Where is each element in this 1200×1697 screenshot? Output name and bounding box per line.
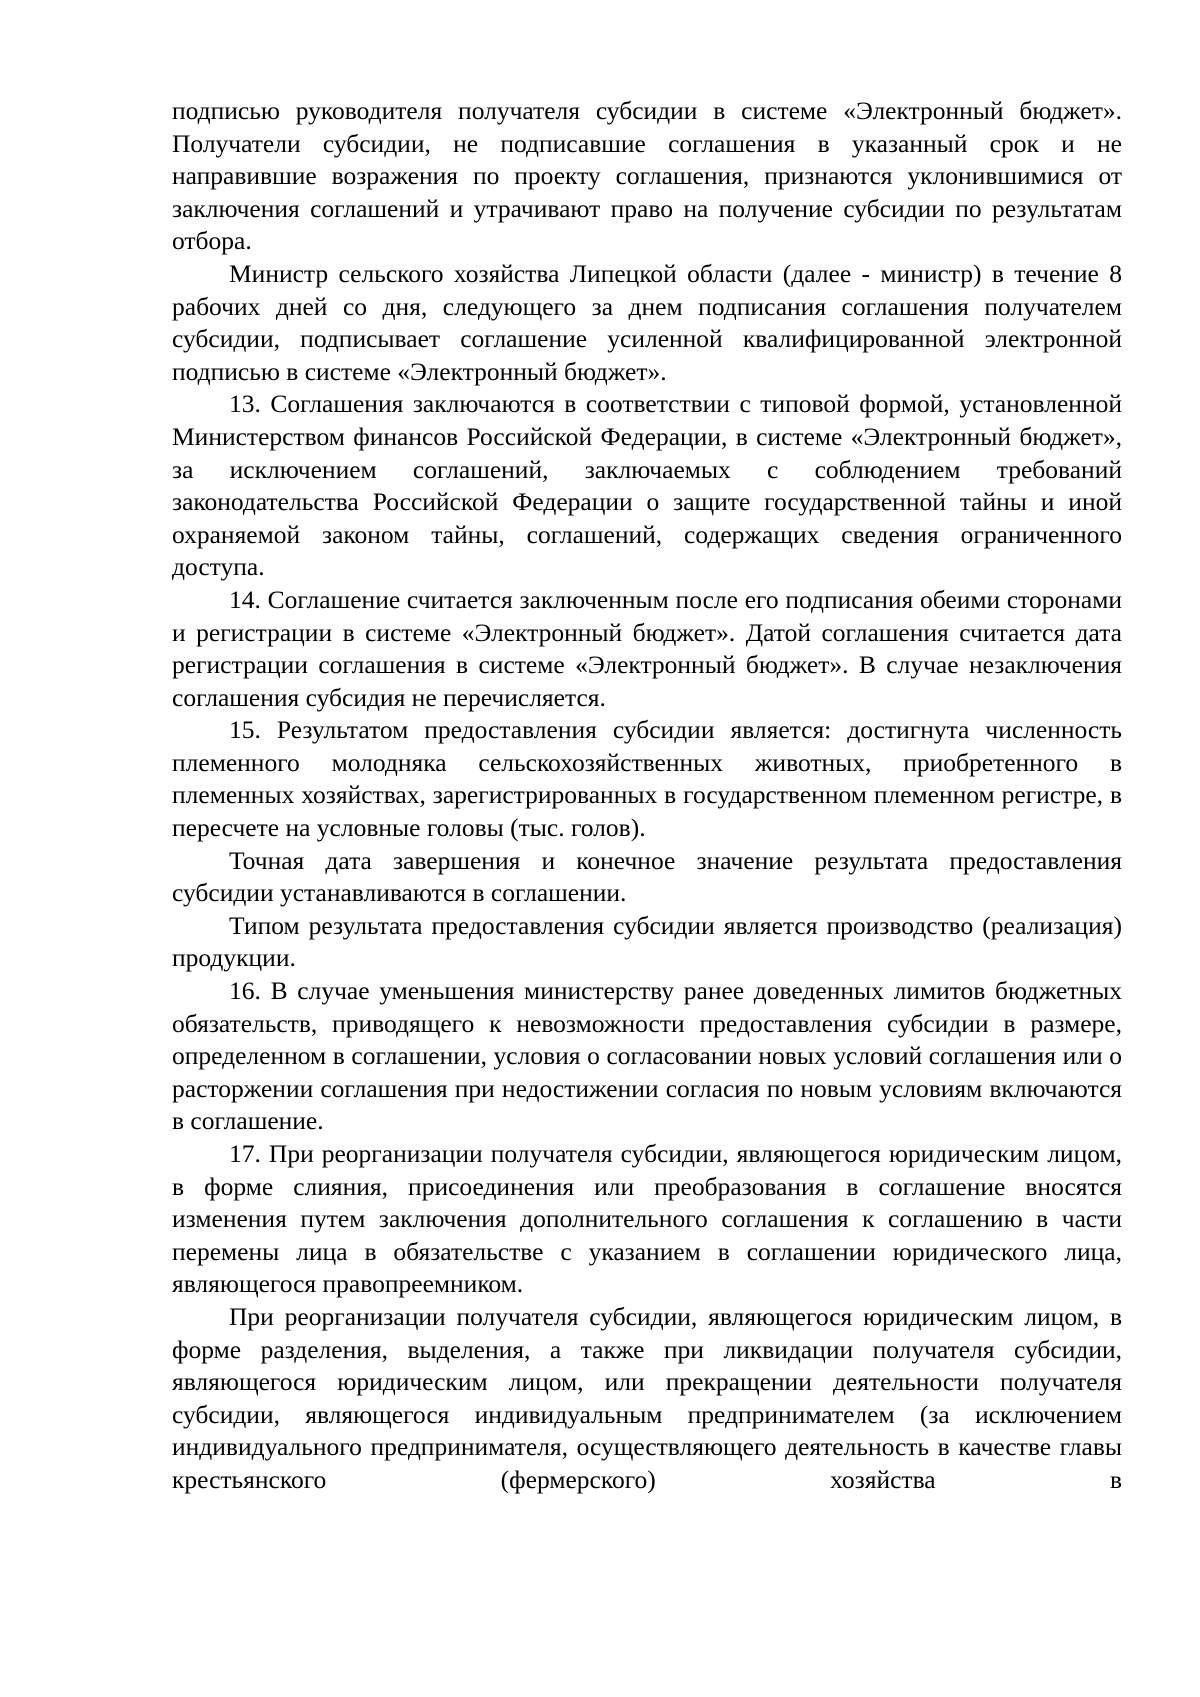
paragraph-9: 17. При реорганизации получателя субсидии, являющегося юридическим лицом, в форме слияния, присоединения или преобразования в соглашение вносятся изменения путем заключения дополнительного соглашения к соглашению в части перемены лица в обязательстве с указанием в соглашении юридического лица, являющегося правопреемником.: [172, 1139, 1122, 1299]
paragraph-1: подписью руководителя получателя субсидии в системе «Электронный бюджет». Получатели субсидии, не подписавшие соглашения в указанный срок и не направившие возражения по проекту соглашения, признаются уклонившимися от заключения соглашений и утрачивают право на получение субсидии по результатам отбора.: [172, 96, 1122, 256]
paragraph-8: 16. В случае уменьшения министерству ранее доведенных лимитов бюджетных обязательств, приводящего к невозможности предоставления субсидии в размере, определенном в соглашении, условия о согласовании новых условий соглашения или о расторжении соглашения при недостижении согласия по новым условиям включаются в соглашение.: [172, 976, 1122, 1136]
paragraph-4: 14. Соглашение считается заключенным после его подписания обеими сторонами и регистрации в системе «Электронный бюджет». Датой соглашения считается дата регистрации соглашения в системе «Электронный бюджет». В случае незаключения соглашения субсидия не перечисляется.: [172, 584, 1122, 712]
paragraph-2: Министр сельского хозяйства Липецкой области (далее - министр) в течение 8 рабочих дней со дня, следующего за днем подписания соглашения получателем субсидии, подписывает соглашение усиленной квалифицированной электронной подписью в системе «Электронный бюджет».: [172, 258, 1122, 386]
paragraph-5: 15. Результатом предоставления субсидии является: достигнута численность племенного молодняка сельскохозяйственных животных, приобретенного в племенных хозяйствах, зарегистрированных в государственном племенном регистре, в пересчете на условные головы (тыс. голов).: [172, 715, 1122, 843]
paragraph-3: 13. Соглашения заключаются в соответствии с типовой формой, установленной Министерством финансов Российской Федерации, в системе «Электронный бюджет», за исключением соглашений, заключаемых с соблюдением требований законодательства Российской Федерации о защите государственной тайны и иной охраняемой законом тайны, соглашений, содержащих сведения ограниченного доступа.: [172, 389, 1122, 582]
document-page: [172, 95, 1122, 1497]
paragraph-7: Типом результата предоставления субсидии является производство (реализация) продукции.: [172, 910, 1122, 973]
paragraph-10: При реорганизации получателя субсидии, являющегося юридическим лицом, в форме разделения, выделения, а также при ликвидации получателя субсидии, являющегося юридическим лицом, или прекращении деятельности получателя субсидии, являющегося индивидуальным предпринимателем (за исключением индивидуального предпринимателя, осуществляющего деятельность в качестве главы крестьянского (фермерского) хозяйства в: [172, 1301, 1122, 1494]
paragraph-6: Точная дата завершения и конечное значение результата предоставления субсидии устанавливаются в соглашении.: [172, 845, 1122, 908]
